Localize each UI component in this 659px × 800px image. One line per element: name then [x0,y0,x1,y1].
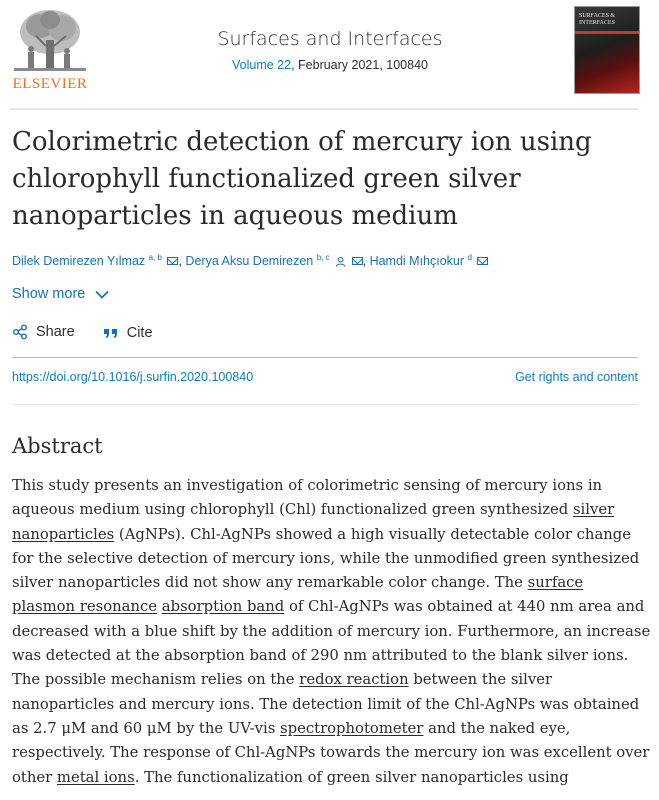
share-button[interactable] [12,324,75,340]
show-more-button[interactable] [12,286,109,302]
abstract-line [12,766,644,790]
author-link-3[interactable] [370,254,472,268]
abstract-text-segment: aqueous medium using chlorophyll (Chl) functionalized green synthesized [12,501,573,519]
article-header [0,0,659,108]
abstract-text-segment: other [12,768,57,786]
abstract-text [12,474,651,790]
author-name: Dilek Demirezen Yılmaz [12,254,146,269]
abstract-text-segment: was detected at the absorption band of 290 nm attributed to the blank silver ions. [12,647,629,665]
abstract-text-segment: of Chl-AgNPs was obtained at 440 nm area and [284,598,645,616]
quote-icon [103,326,119,340]
abstract-text-segment: . The functionalization of green silver nanoparticles using [134,768,569,786]
topic-link[interactable]: plasmon resonance [12,598,158,616]
abstract-line [12,474,644,498]
abstract-line [12,498,644,522]
abstract-text-segment: silver nanoparticles did not show any remarkable color change. The [12,574,528,592]
abstract-line [12,741,650,765]
author-link-2[interactable] [185,254,329,268]
author-name: Derya Aksu Demirezen [185,254,314,269]
abstract-text-segment: The possible mechanism relies on the [12,671,300,689]
abstract-text-segment: between the silver [408,671,553,689]
cite-button[interactable] [103,325,153,341]
abstract-line [12,693,644,717]
abstract-text-segment: respectively. The response of Chl-AgNPs towards the mercury ion was excellent over [12,744,650,762]
abstract-text-segment: as 2.7 μM and 60 μM by the UV-vis [12,719,281,737]
show-more-label: Show more [12,286,86,302]
share-label: Share [36,324,75,340]
author-affiliation: d [467,253,472,262]
author-link-1[interactable] [12,254,162,268]
publisher-name: ELSEVIER [12,76,88,92]
rights-link[interactable]: Get rights and content [515,370,638,384]
author-name: Hamdi Mıhçıokur [369,254,465,269]
abstract-line [12,717,644,741]
mail-icon[interactable] [167,257,178,265]
article-actions [12,324,177,344]
chevron-down-icon [95,290,109,299]
cover-title: SURFACES & INTERFACES [579,13,616,26]
header-divider [10,108,638,110]
mail-icon[interactable] [477,257,488,265]
abstract-text-segment: decreased with a blue shift by the addition of mercury ion. Furthermore, an increase [12,622,651,640]
journal-cover-image[interactable] [574,6,640,94]
topic-link[interactable]: spectrophotometer [280,719,424,737]
abstract-line [12,547,644,571]
person-icon[interactable] [335,256,346,267]
topic-link[interactable]: nanoparticles [12,525,115,543]
cite-label: Cite [126,325,153,341]
doi-link[interactable]: https://doi.org/10.1016/j.surfin.2020.100840 [12,370,254,384]
article-title: Colorimetric detection of mercury ion using chlorophyll functionalized green silver nanoparticles in aqueous medium [12,127,592,231]
mail-icon[interactable] [352,257,363,265]
abstract-text-segment: for the selective detection of mercury ions, while the unmodified green synthesized [12,549,640,567]
author-list: Dilek Demirezen Yılmaz $^{a, b}$ , Derya Aksu Demirezen $^{b, c}$ , Hamdi Mıhçıokur $^d$ [12,253,642,268]
abstract-line [12,644,644,668]
abstract-text-segment: nanoparticles and mercury ions. The detection limit of the Chl-AgNPs was obtained [12,695,640,713]
abstract-text-segment: This study presents an investigation of colorimetric sensing of mercury ions in [12,477,603,494]
author-affiliation: b, c [316,253,330,262]
abstract-line [12,571,644,595]
share-icon [12,324,28,340]
abstract-line [12,668,644,692]
journal-title[interactable]: Surfaces and Interfaces [217,28,443,50]
abstract-line [12,595,644,619]
doi-divider [12,404,638,405]
author-affiliation: a, b [148,253,162,262]
topic-link[interactable]: absorption band [161,598,285,616]
cover-stripe [575,31,639,34]
abstract-line [12,620,651,644]
topic-link[interactable]: metal ions [56,768,135,786]
topic-link[interactable]: surface [527,574,584,592]
issue-date: , February 2021, 100840 [291,58,428,72]
abstract-text-segment: and the naked eye, [423,719,571,737]
volume-link[interactable]: Volume 22 [232,58,292,72]
abstract-line [12,523,644,547]
journal-meta [150,58,510,72]
actions-divider [12,357,638,358]
topic-link[interactable]: redox reaction [299,671,409,689]
abstract-heading: Abstract [12,434,103,458]
topic-link[interactable]: silver [572,501,615,519]
abstract-text-segment: (AgNPs). Chl-AgNPs showed a high visually detectable color change [114,525,632,543]
